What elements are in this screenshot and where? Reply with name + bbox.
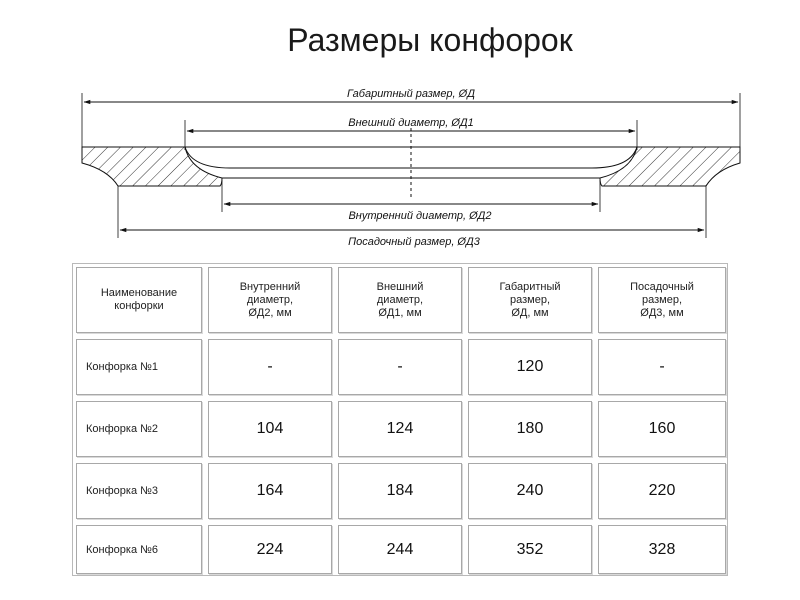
value-cell: 224 — [205, 522, 335, 577]
value-cell: - — [205, 336, 335, 398]
value-cell: - — [335, 336, 465, 398]
header-cell-overall-size: Габаритный размер, ØД, мм — [465, 264, 595, 336]
header-cell-inner-diameter: Внутренний диаметр, ØД2, мм — [205, 264, 335, 336]
value-cell: 352 — [465, 522, 595, 577]
sizes-table — [72, 263, 728, 576]
header-cell-outer-diameter: Внешний диаметр, ØД1, мм — [335, 264, 465, 336]
label-overall-size: Габаритный размер, ØД — [347, 88, 475, 100]
row-name-cell: Конфорка №6 — [73, 522, 205, 577]
label-inner-diameter: Внутренний диаметр, ØД2 — [348, 210, 492, 222]
header-cell-seat-size: Посадочный размер, ØД3, мм — [595, 264, 729, 336]
value-cell: 184 — [335, 460, 465, 522]
value-cell: 120 — [465, 336, 595, 398]
value-cell: - — [595, 336, 729, 398]
label-seat-size: Посадочный размер, ØД3 — [348, 236, 480, 248]
left-hatched-section — [82, 147, 222, 186]
header-cell-name: Наименование конфорки — [73, 264, 205, 336]
page-title: Размеры конфорок — [287, 22, 573, 58]
row-name-cell: Конфорка №3 — [73, 460, 205, 522]
value-cell: 240 — [465, 460, 595, 522]
value-cell: 164 — [205, 460, 335, 522]
row-name-cell: Конфорка №2 — [73, 398, 205, 460]
right-hatched-section — [600, 147, 740, 186]
value-cell: 104 — [205, 398, 335, 460]
value-cell: 220 — [595, 460, 729, 522]
value-cell: 124 — [335, 398, 465, 460]
value-cell: 244 — [335, 522, 465, 577]
label-outer-diameter: Внешний диаметр, ØД1 — [348, 117, 474, 129]
row-name-cell: Конфорка №1 — [73, 336, 205, 398]
burner-cross-section-drawing — [0, 0, 800, 260]
value-cell: 180 — [465, 398, 595, 460]
value-cell: 328 — [595, 522, 729, 577]
value-cell: 160 — [595, 398, 729, 460]
